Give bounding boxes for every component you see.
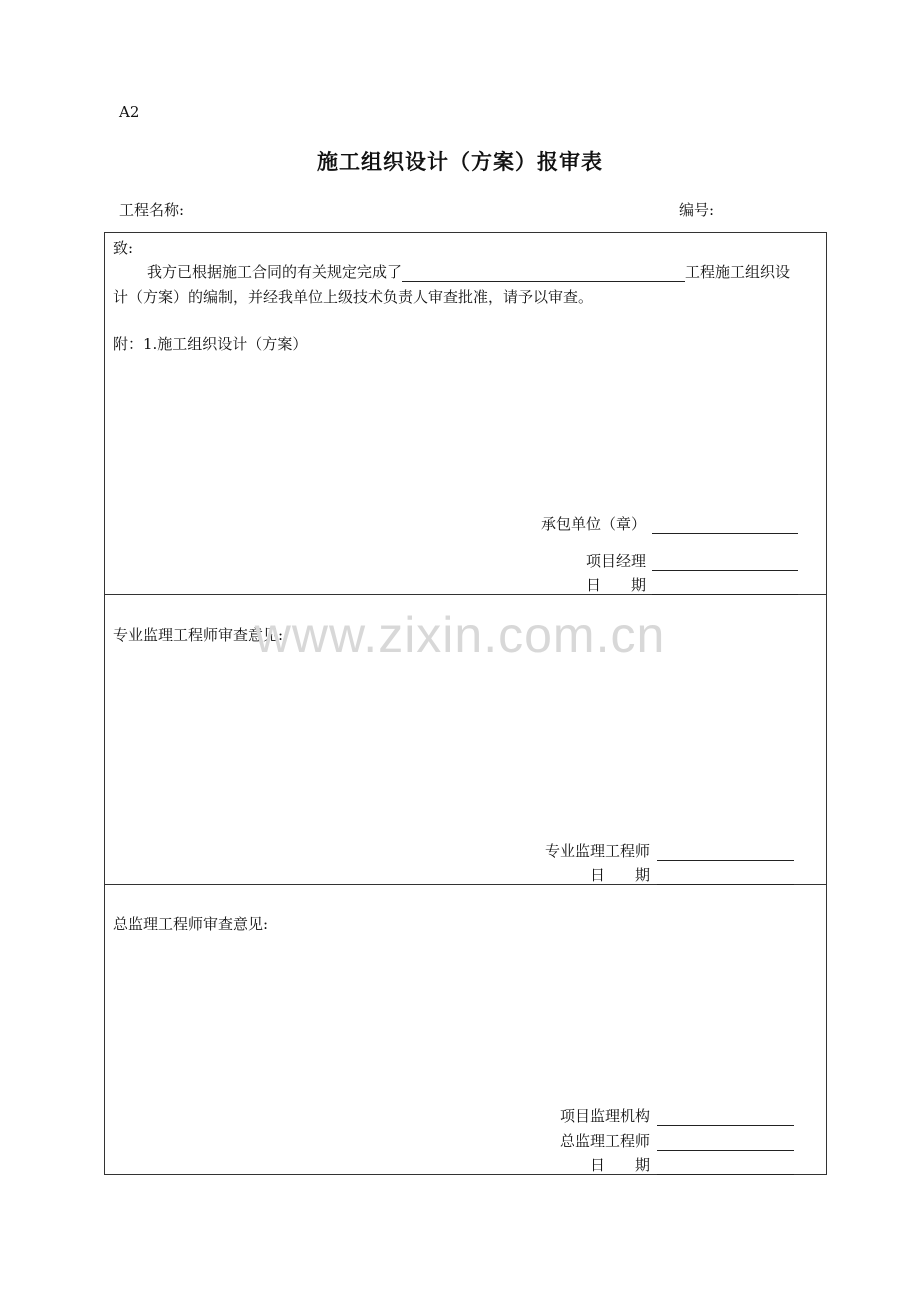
engineer-date-row (520, 864, 794, 885)
supervision-org-blank[interactable] (657, 1108, 794, 1126)
contractor-sign-row (520, 513, 798, 534)
org-sign-row (520, 1105, 794, 1126)
contractor-label: 承包单位（章） (540, 515, 646, 533)
engineer-sign-row (520, 840, 794, 861)
attachment-line: 附：1.施工组织设计（方案） (113, 335, 308, 353)
submission-body-line2: 计（方案）的编制，并经我单位上级技术负责人审查批准，请予以审查。 (113, 288, 594, 306)
project-name-label: 工程名称: (119, 201, 185, 219)
contractor-blank[interactable] (652, 516, 798, 534)
chief-date-blank[interactable] (657, 1157, 794, 1175)
chief-engineer-label: 总监理工程师 (559, 1132, 650, 1150)
project-manager-sign-row (520, 550, 798, 571)
chief-sign-row (520, 1130, 794, 1151)
project-manager-blank[interactable] (652, 553, 798, 571)
engineer-date-label: 日 期 (589, 866, 650, 884)
form-code: A2 (119, 103, 140, 121)
date-label: 日 期 (585, 576, 646, 594)
chief-opinion-heading: 总监理工程师审查意见: (113, 915, 269, 933)
submission-text-part1: 我方已根据施工合同的有关规定完成了 (147, 263, 403, 281)
submission-body-line1 (147, 261, 790, 282)
document-title: 施工组织设计（方案）报审表 (317, 149, 603, 174)
to-label: 致: (113, 239, 134, 257)
form-frame (104, 232, 827, 1175)
watermark: www.zixin.com.cn (254, 607, 666, 663)
date-sign-row (520, 574, 798, 595)
engineer-blank[interactable] (657, 843, 794, 861)
chief-date-label: 日 期 (589, 1156, 650, 1174)
engineer-label: 专业监理工程师 (544, 842, 650, 860)
chief-date-row (520, 1154, 794, 1175)
serial-number-label: 编号: (679, 201, 715, 219)
chief-engineer-blank[interactable] (657, 1133, 794, 1151)
project-manager-label: 项目经理 (585, 552, 646, 570)
project-name-blank[interactable] (402, 264, 685, 282)
supervision-org-label: 项目监理机构 (559, 1107, 650, 1125)
engineer-date-blank[interactable] (657, 867, 794, 885)
date-blank[interactable] (652, 577, 798, 595)
engineer-opinion-heading: 专业监理工程师审查意见: (113, 626, 284, 644)
submission-text-part2: 工程施工组织设 (685, 263, 791, 281)
